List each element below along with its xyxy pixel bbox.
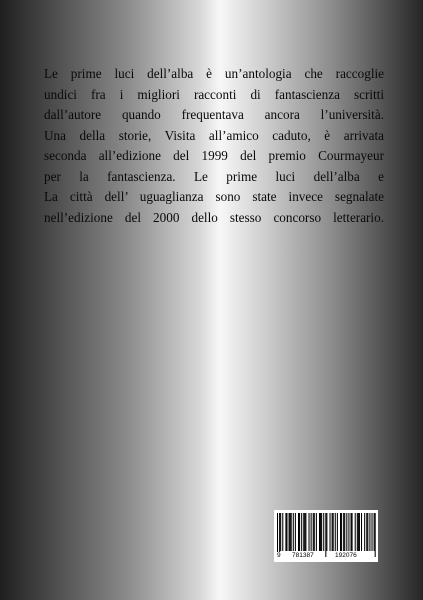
blurb-line: Una della storie, Visita all’amico caduto, è arrivata	[44, 127, 384, 143]
blurb-line: nell’edizione del 2000 dello stesso concorso letterario.	[44, 209, 384, 225]
barcode-bar	[293, 513, 294, 551]
barcode-bar	[358, 513, 359, 551]
barcode-bar	[366, 513, 367, 551]
barcode-bar	[298, 513, 299, 551]
barcode-bars	[274, 510, 378, 562]
barcode-group-right: 192076	[335, 552, 357, 559]
barcode-bar	[285, 513, 286, 551]
blurb-line: dall’autore quando frequentava ancora l’università.	[44, 107, 384, 122]
barcode-bar	[314, 513, 315, 551]
blurb-line: undici fra i migliori racconti di fantascienza scritti	[44, 86, 384, 102]
barcode-bar	[301, 513, 302, 551]
barcode-bar	[359, 513, 360, 551]
barcode-bar	[352, 513, 353, 551]
barcode-bar	[367, 513, 368, 551]
barcode-bar	[333, 513, 334, 551]
barcode-bar	[369, 513, 370, 551]
barcode-group-left: 781387	[292, 552, 314, 559]
barcode-bar	[372, 513, 373, 551]
barcode-bar	[330, 513, 331, 551]
barcode-bar	[326, 513, 327, 551]
barcode-bar	[305, 513, 306, 551]
barcode-bar	[309, 513, 310, 551]
barcode	[274, 510, 378, 562]
blurb-line: Le prime luci dell’alba è un’antologia che raccoglie	[44, 66, 384, 81]
barcode-bar	[355, 513, 356, 551]
barcode-bar	[290, 513, 291, 551]
barcode-bar	[319, 513, 320, 551]
barcode-bar	[303, 513, 304, 551]
barcode-bar	[374, 513, 375, 551]
barcode-bar	[332, 513, 333, 551]
barcode-bar	[364, 513, 365, 551]
barcode-bar	[348, 513, 349, 551]
blurb-line: seconda all’edizione del 1999 del premio Courmayeur	[44, 148, 384, 163]
barcode-bar	[361, 513, 362, 551]
barcode-bar	[304, 513, 305, 551]
barcode-bar	[325, 513, 326, 557]
barcode-bar	[341, 513, 342, 551]
barcode-bar	[289, 513, 290, 551]
barcode-bar	[299, 513, 300, 551]
barcode-bar	[375, 513, 376, 557]
barcode-bar	[277, 513, 278, 557]
barcode-bar	[351, 513, 352, 551]
blurb-line: per la fantascienza. Le prime luci dell’alba e	[44, 168, 384, 184]
barcode-bar	[321, 513, 322, 551]
barcode-digit-first: 9	[277, 552, 281, 559]
barcode-bar	[337, 513, 338, 551]
barcode-bar	[323, 513, 324, 551]
barcode-bar	[291, 513, 292, 551]
barcode-bar	[343, 513, 344, 551]
blurb-text	[44, 64, 384, 228]
barcode-bar	[357, 513, 358, 551]
barcode-bar	[279, 513, 280, 557]
barcode-bar	[313, 513, 314, 551]
barcode-bar	[316, 513, 317, 551]
barcode-bar	[346, 513, 347, 551]
barcode-bar	[295, 513, 296, 551]
barcode-bar	[311, 513, 312, 551]
barcode-bar	[320, 513, 321, 551]
barcode-bar	[282, 513, 283, 551]
barcode-bar	[286, 513, 287, 551]
blurb-line: La città dell’ uguaglianza sono state invece segnalate	[44, 189, 384, 204]
barcode-bar	[335, 513, 336, 551]
barcode-bar	[340, 513, 341, 551]
barcode-bar	[344, 513, 345, 551]
barcode-bar	[280, 513, 281, 551]
